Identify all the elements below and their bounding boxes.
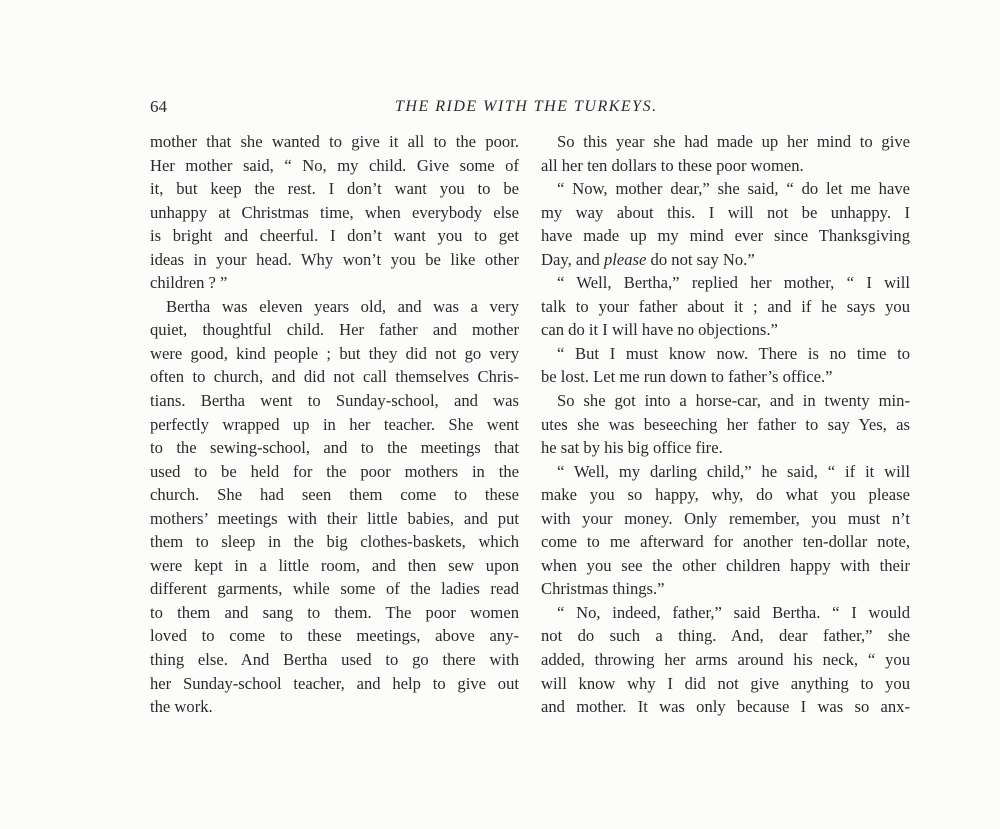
text-line: quiet, thoughtful child. Her father and mother <box>150 320 519 340</box>
text-line: the work. <box>150 697 213 717</box>
text-line: to the sewing-school, and to the meetings that <box>150 438 519 458</box>
text-line: different garments, while some of the ladies read <box>150 579 519 599</box>
text-line: were kept in a little room, and then sew upon <box>150 555 519 575</box>
text-line: be lost. Let me run down to father’s office.” <box>541 367 833 387</box>
text-line: them to sleep in the big clothes-baskets, which <box>150 532 519 552</box>
left-text-column <box>150 130 519 719</box>
text-line: when you see the other children happy with their <box>541 555 910 575</box>
text-line: can do it I will have no objections.” <box>541 320 778 340</box>
text-line: “ Well, Bertha,” replied her mother, “ I will <box>557 273 910 293</box>
text-line: talk to your father about it ; and if he says you <box>541 296 910 316</box>
text-line: So this year she had made up her mind to give <box>557 132 910 151</box>
text-line: thing else. And Bertha used to go there with <box>150 650 519 670</box>
text-line: and mother. It was only because I was so anx- <box>541 697 910 717</box>
emphasized-word: please <box>603 249 647 269</box>
text-line: Her mother said, “ No, my child. Give some of <box>150 155 519 175</box>
text-line: often to church, and did not call themselves Chris- <box>150 367 519 387</box>
text-line-part: do not say No.” <box>646 249 755 269</box>
text-line: tians. Bertha went to Sunday-school, and was <box>150 391 519 411</box>
text-line: mother that she wanted to give it all to the poor. <box>150 132 519 151</box>
text-line: will know why I did not give anything to you <box>541 673 910 693</box>
text-line: Bertha was eleven years old, and was a very <box>166 296 519 316</box>
text-line: with your money. Only remember, you must n’t <box>541 508 910 528</box>
text-line: So she got into a horse-car, and in twenty min- <box>557 391 910 411</box>
text-line: were good, kind people ; but they did not go very <box>150 343 519 363</box>
text-line: “ But I must know now. There is no time to <box>557 343 910 363</box>
text-line: he sat by his big office fire. <box>541 438 723 458</box>
text-line: utes she was beseeching her father to say Yes, as <box>541 414 910 434</box>
text-line: make you so happy, why, do what you please <box>541 485 910 505</box>
text-line <box>541 248 910 272</box>
right-text-column <box>541 130 910 719</box>
page-number: 64 <box>150 97 167 116</box>
text-line: church. She had seen them come to these <box>150 485 519 505</box>
text-line: “ Now, mother dear,” she said, “ do let me have <box>557 179 910 199</box>
text-line: to them and sang to them. The poor women <box>150 602 519 622</box>
text-line: used to be held for the poor mothers in the <box>150 461 519 481</box>
text-line: children ? ” <box>150 273 228 293</box>
text-line: come to me afterward for another ten-dollar note, <box>541 532 910 552</box>
text-line: ideas in your head. Why won’t you be like other <box>150 249 519 269</box>
text-line: is bright and cheerful. I don’t want you to get <box>150 226 519 246</box>
text-line: Christmas things.” <box>541 579 665 599</box>
running-head: THE RIDE WITH THE TURKEYS. <box>395 98 658 115</box>
text-line-part: Day, and <box>541 249 604 269</box>
text-line: her Sunday-school teacher, and help to give out <box>150 673 519 693</box>
text-line: have made up my mind ever since Thanksgiving <box>541 226 910 246</box>
text-line: “ Well, my darling child,” he said, “ if it will <box>557 461 910 481</box>
text-line: unhappy at Christmas time, when everybody else <box>150 202 519 222</box>
text-line: loved to come to these meetings, above any- <box>150 626 519 646</box>
text-line: my way about this. I will not be unhappy. I <box>541 202 910 222</box>
text-line: it, but keep the rest. I don’t want you to be <box>150 179 519 199</box>
text-line: “ No, indeed, father,” said Bertha. “ I would <box>557 602 910 622</box>
text-line: all her ten dollars to these poor women. <box>541 155 804 175</box>
text-line: not do such a thing. And, dear father,” she <box>541 626 910 646</box>
text-line: mothers’ meetings with their little babies, and put <box>150 508 519 528</box>
text-line: added, throwing her arms around his neck, “ you <box>541 650 910 670</box>
text-line: perfectly wrapped up in her teacher. She went <box>150 414 519 434</box>
